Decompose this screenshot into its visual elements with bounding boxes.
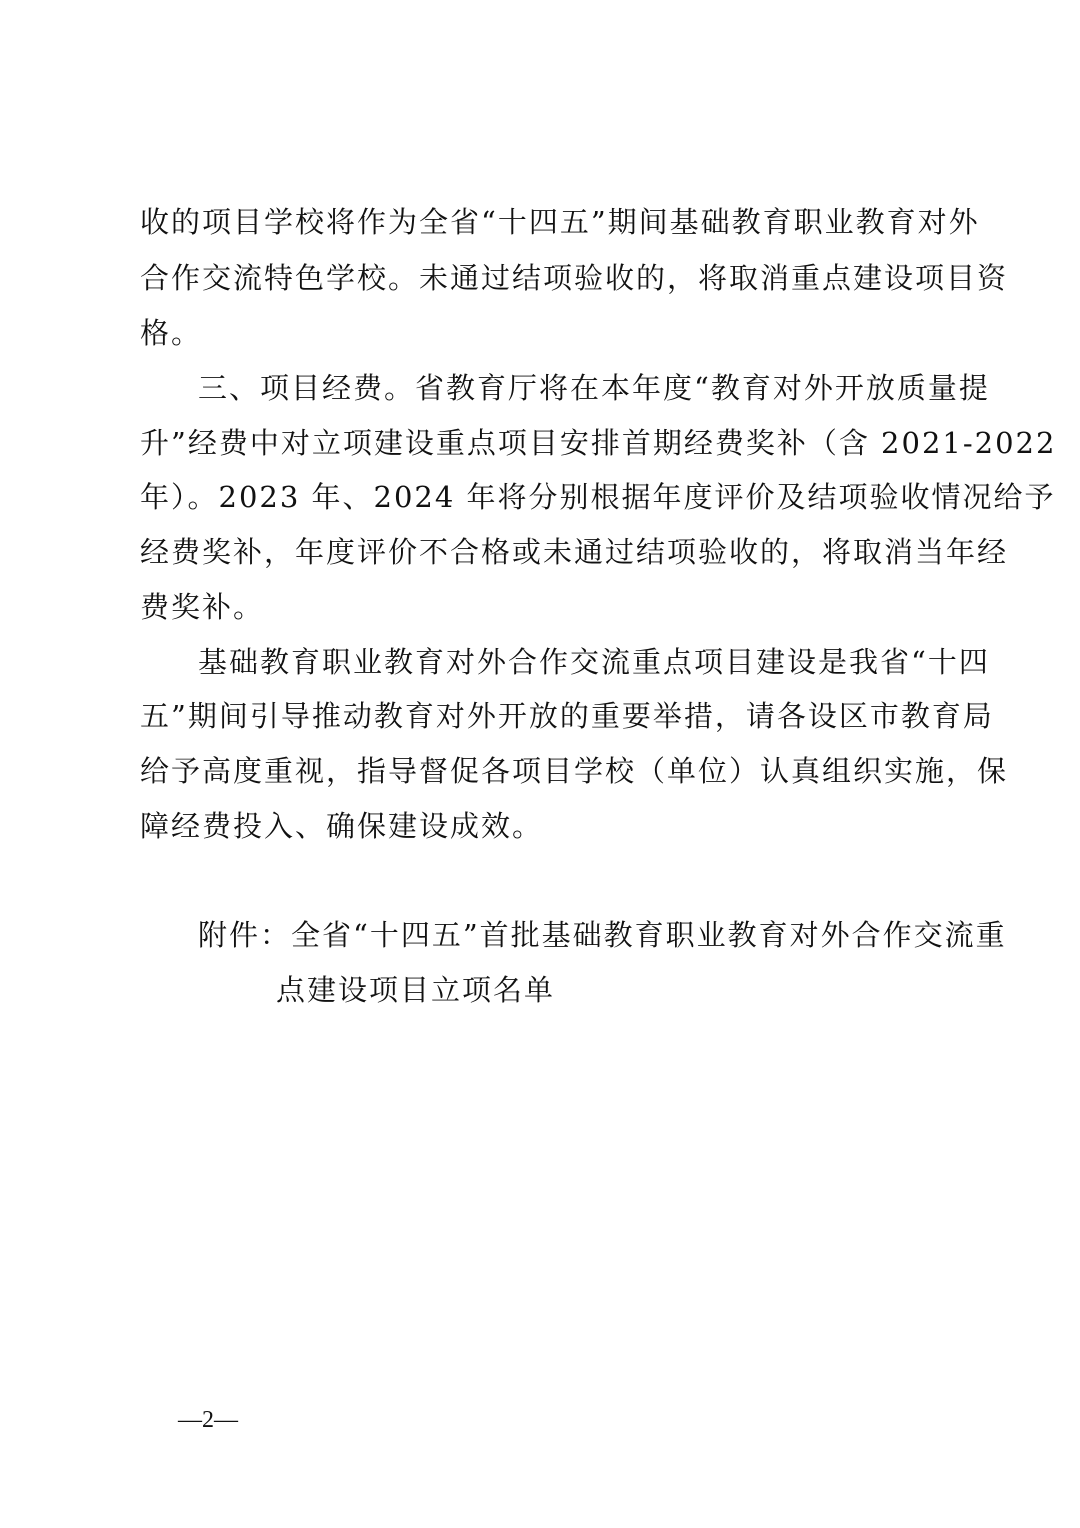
attachment-line-1: 附件：全省“十四五”首批基础教育职业教育对外合作交流重 (198, 918, 1007, 952)
body-line-10: 五”期间引导推动教育对外开放的重要举措，请各设区市教育局 (140, 699, 994, 733)
body-line-8: 费奖补。 (140, 590, 265, 624)
body-line-11: 给予高度重视，指导督促各项目学校（单位）认真组织实施，保 (140, 754, 1009, 788)
body-line-5: 升”经费中对立项建设重点项目安排首期经费奖补（含 2021-2022 (140, 426, 1057, 460)
body-line-1: 收的项目学校将作为全省“十四五”期间基础教育职业教育对外 (140, 205, 980, 239)
page-number: —2— (178, 1407, 238, 1433)
body-line-6: 年）。2023 年、2024 年将分别根据年度评价及结项验收情况给予 (140, 480, 1056, 514)
body-line-7: 经费奖补，年度评价不合格或未通过结项验收的，将取消当年经 (140, 535, 1009, 569)
body-line-9: 基础教育职业教育对外合作交流重点项目建设是我省“十四 (198, 645, 990, 679)
body-line-3: 格。 (140, 316, 203, 350)
body-line-2: 合作交流特色学校。未通过结项验收的，将取消重点建设项目资 (140, 261, 1009, 295)
attachment-line-2: 点建设项目立项名单 (276, 973, 556, 1007)
body-line-12: 障经费投入、确保建设成效。 (140, 809, 544, 843)
body-line-4: 三、项目经费。省教育厅将在本年度“教育对外开放质量提 (198, 371, 990, 405)
